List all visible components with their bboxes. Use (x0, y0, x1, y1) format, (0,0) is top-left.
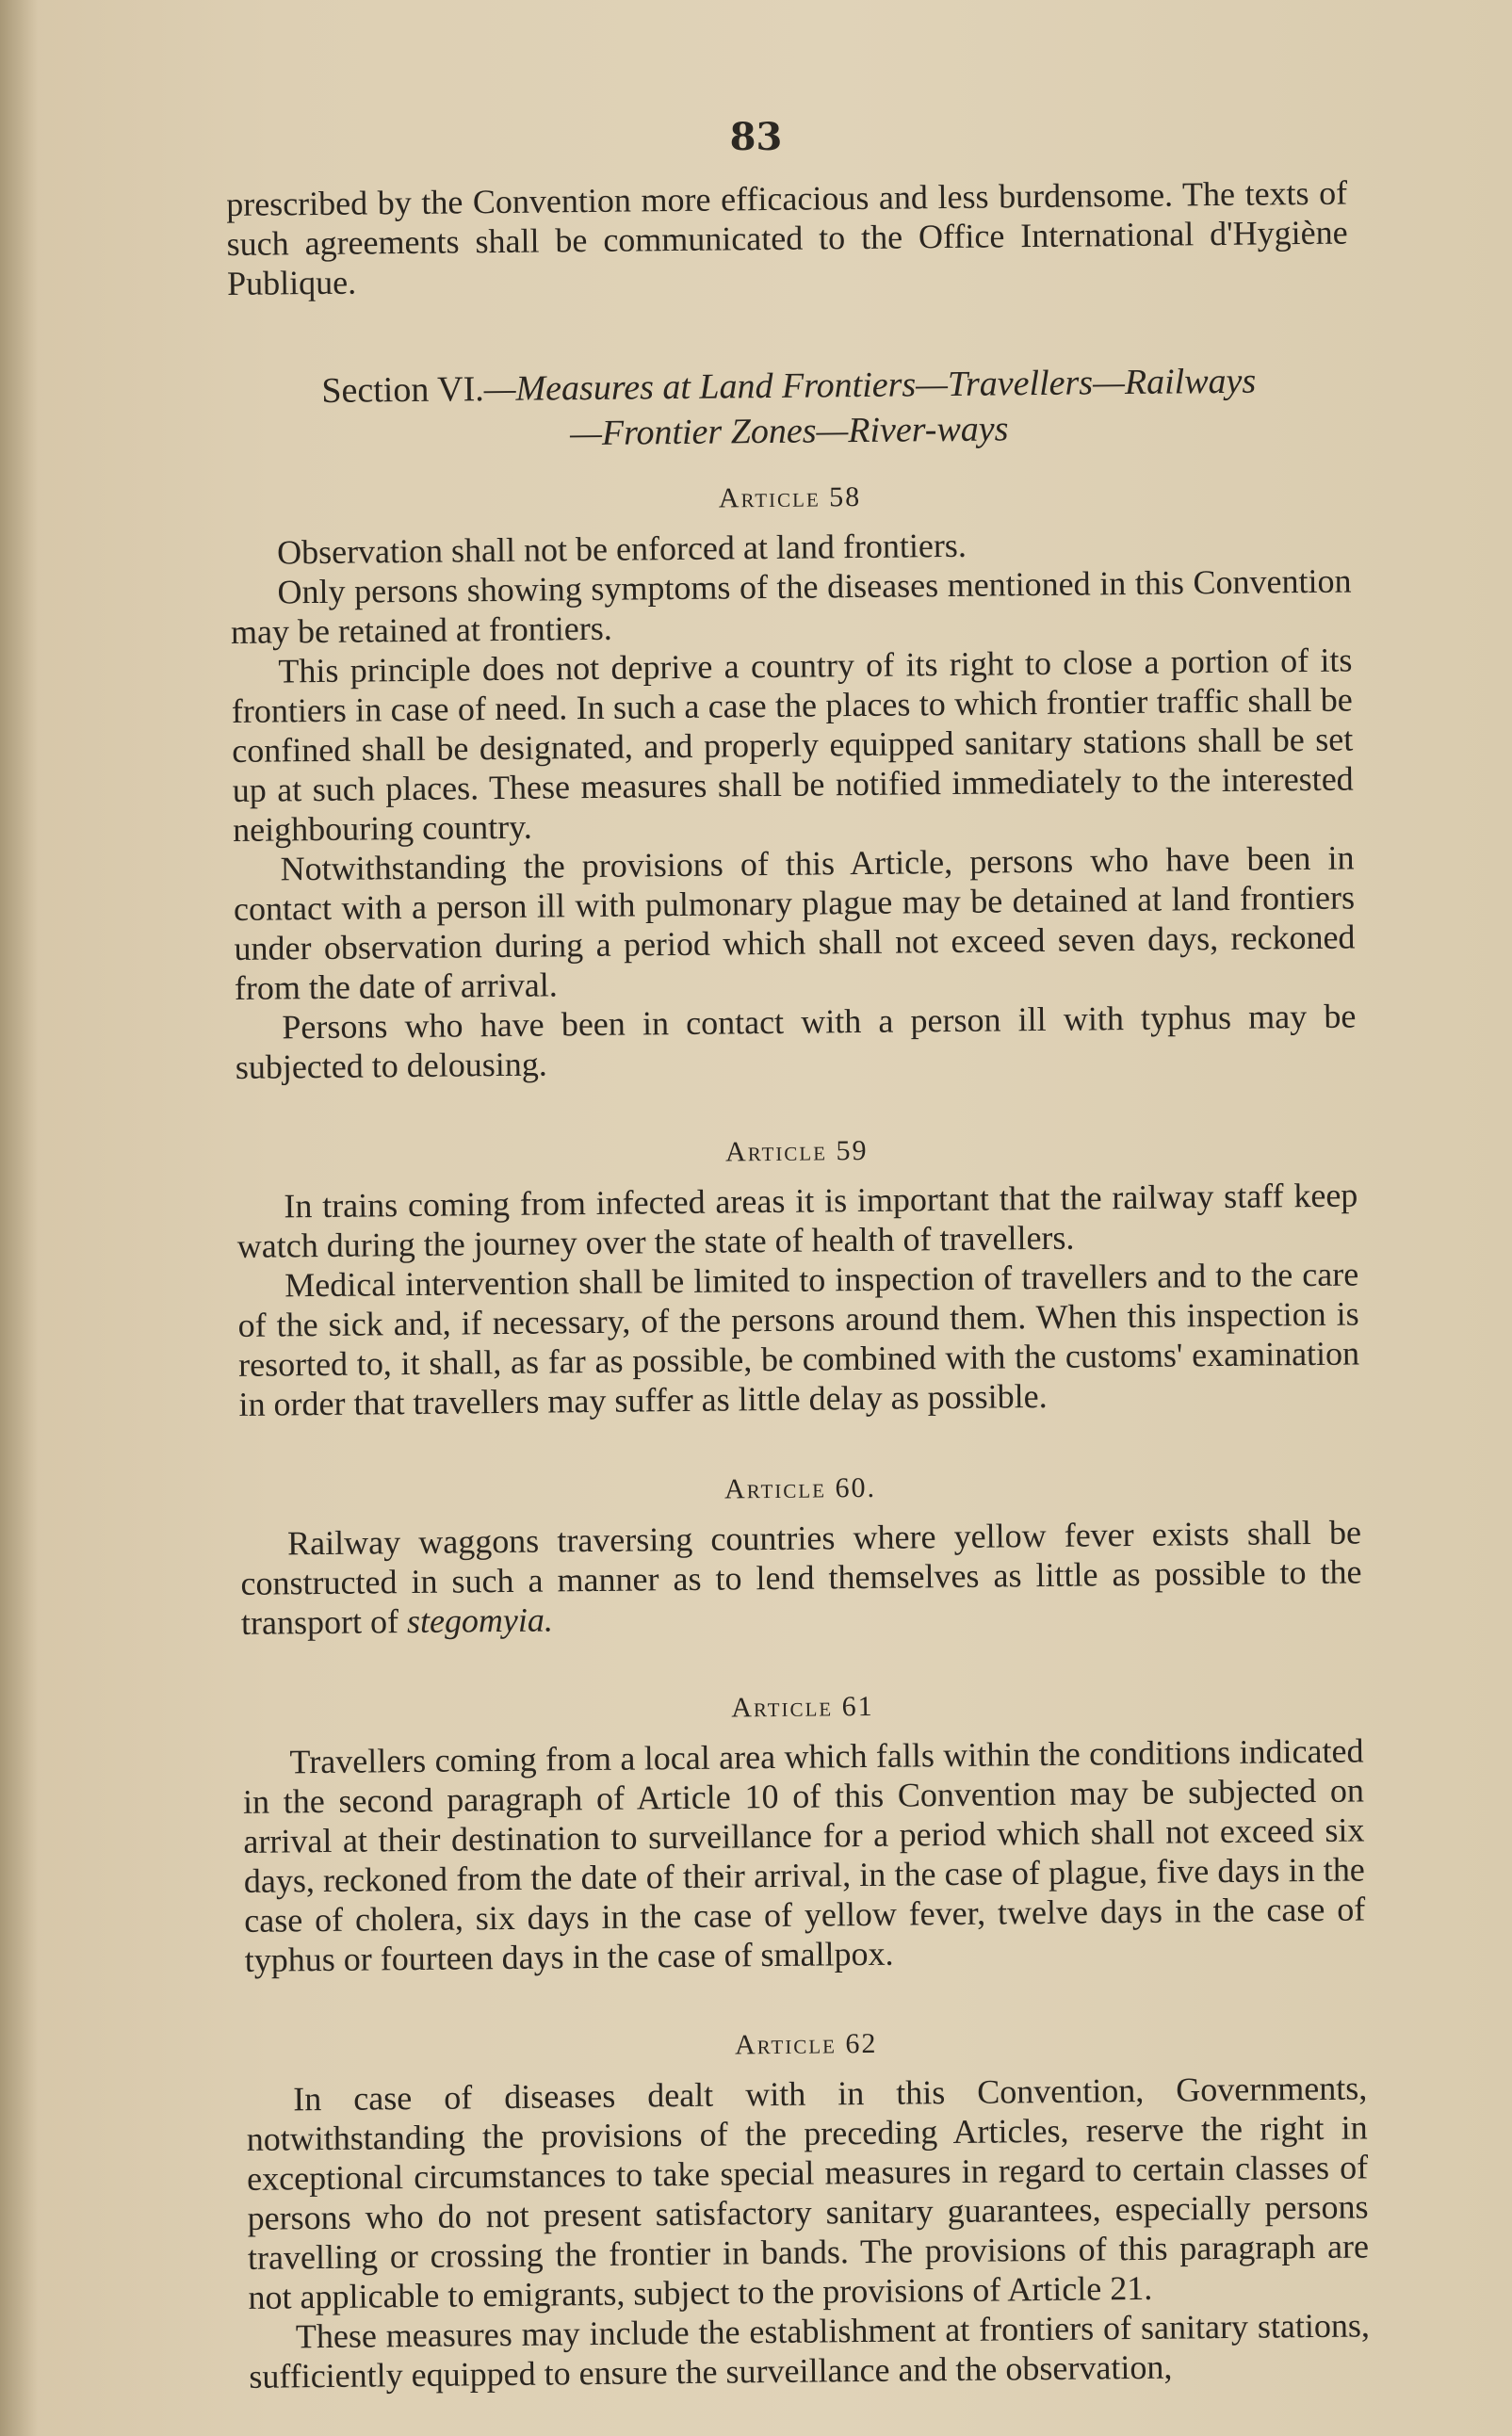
article-paragraph: Only persons showing symptoms of the diseases mentioned in this Convention may be retained at frontiers. (230, 561, 1352, 651)
article-paragraph: Persons who have been in contact with a person ill with typhus may be subjected to delousing. (235, 997, 1357, 1086)
article-62 (246, 2019, 1371, 2395)
article-59 (236, 1126, 1360, 1423)
section-title-line1: —Measures at Land Frontiers—Travellers—Railways (483, 361, 1257, 410)
article-paragraph: Notwithstanding the provisions of this Article, persons who have been in contact with a person ill with pulmonary plague may be detained at land frontiers under observation during a period which shall not exceed seven days, reckoned from the date of arrival. (233, 838, 1356, 1007)
article-heading: Article 60. (723, 1471, 877, 1505)
article-paragraph: Railway waggons traversing countries where yellow fever exists shall be constructed in such a manner as to lend themselves as little as possible to the transport of stegomyia. (240, 1513, 1362, 1642)
section-number: Section VI. (321, 369, 484, 411)
intro-text: prescribed by the Convention more efficacious and less burdensome. The texts of such agreements shall be communicated to the Office International d'Hygiène Publique. (226, 173, 1348, 302)
intro-paragraph (226, 173, 1348, 303)
article-61 (242, 1681, 1366, 1979)
page-text-column (226, 173, 1371, 2396)
article-paragraph: Travellers coming from a local area which falls within the conditions indicated in the second paragraph of Article 10 of this Convention may be subjected on arrival at their destination to surveillance for a period which shall not exceed six days, reckoned from the date of their arrival, in the case of plague, five days in the case of cholera, six days in the case of yellow fever, twelve days in the case of typhus or fourteen days in the case of smallpox. (242, 1731, 1366, 1979)
article-paragraph: In case of diseases dealt with in this Convention, Governments, notwithstanding the provisions of the preceding Articles, reserve the right in exceptional circumstances to take special measures in regard to certain classes of persons who do not present satisfactory sanitary guarantees, especially persons travelling or crossing the frontier in bands. The provisions of this paragraph are not applicable to emigrants, subject to the provisions of Article 21. (246, 2069, 1370, 2316)
article-paragraph: In trains coming from infected areas it is important that the railway staff keep watch during the journey over the state of health of travellers. (236, 1176, 1358, 1265)
species-name: stegomyia. (406, 1600, 554, 1641)
section-heading (228, 358, 1350, 460)
page-number: 83 (729, 115, 783, 159)
book-gutter-shadow (0, 0, 38, 2436)
article-heading: Article 62 (734, 2027, 878, 2061)
article-paragraph: This principle does not deprive a country of its right to close a portion of its frontiers in case of need. In such a case the places to which frontier traffic shall be confined shall be designated, and properly equipped sanitary stations shall be set up at such places. These measures shall be notified immediately to the interested neighbouring country. (231, 641, 1354, 849)
article-paragraph: Observation shall not be enforced at land frontiers. (276, 526, 967, 572)
article-heading: Article 61 (731, 1690, 874, 1724)
article-heading: Article 59 (724, 1134, 869, 1168)
article-58 (229, 473, 1357, 1087)
article-60 (239, 1463, 1362, 1642)
article-heading: Article 58 (718, 480, 862, 514)
article-paragraph: These measures may include the establishment at frontiers of sanitary stations, sufficiently equipped to ensure the surveillance and the observation, (249, 2306, 1371, 2395)
section-title-line2: —Frontier Zones—River-ways (569, 409, 1009, 454)
article-paragraph: Medical intervention shall be limited to inspection of travellers and to the care of the sick and, if necessary, of the persons around them. When this inspection is resorted to, it shall, as far as possible, be combined with the customs' examination in order that travellers may suffer as little delay as possible. (237, 1255, 1360, 1423)
